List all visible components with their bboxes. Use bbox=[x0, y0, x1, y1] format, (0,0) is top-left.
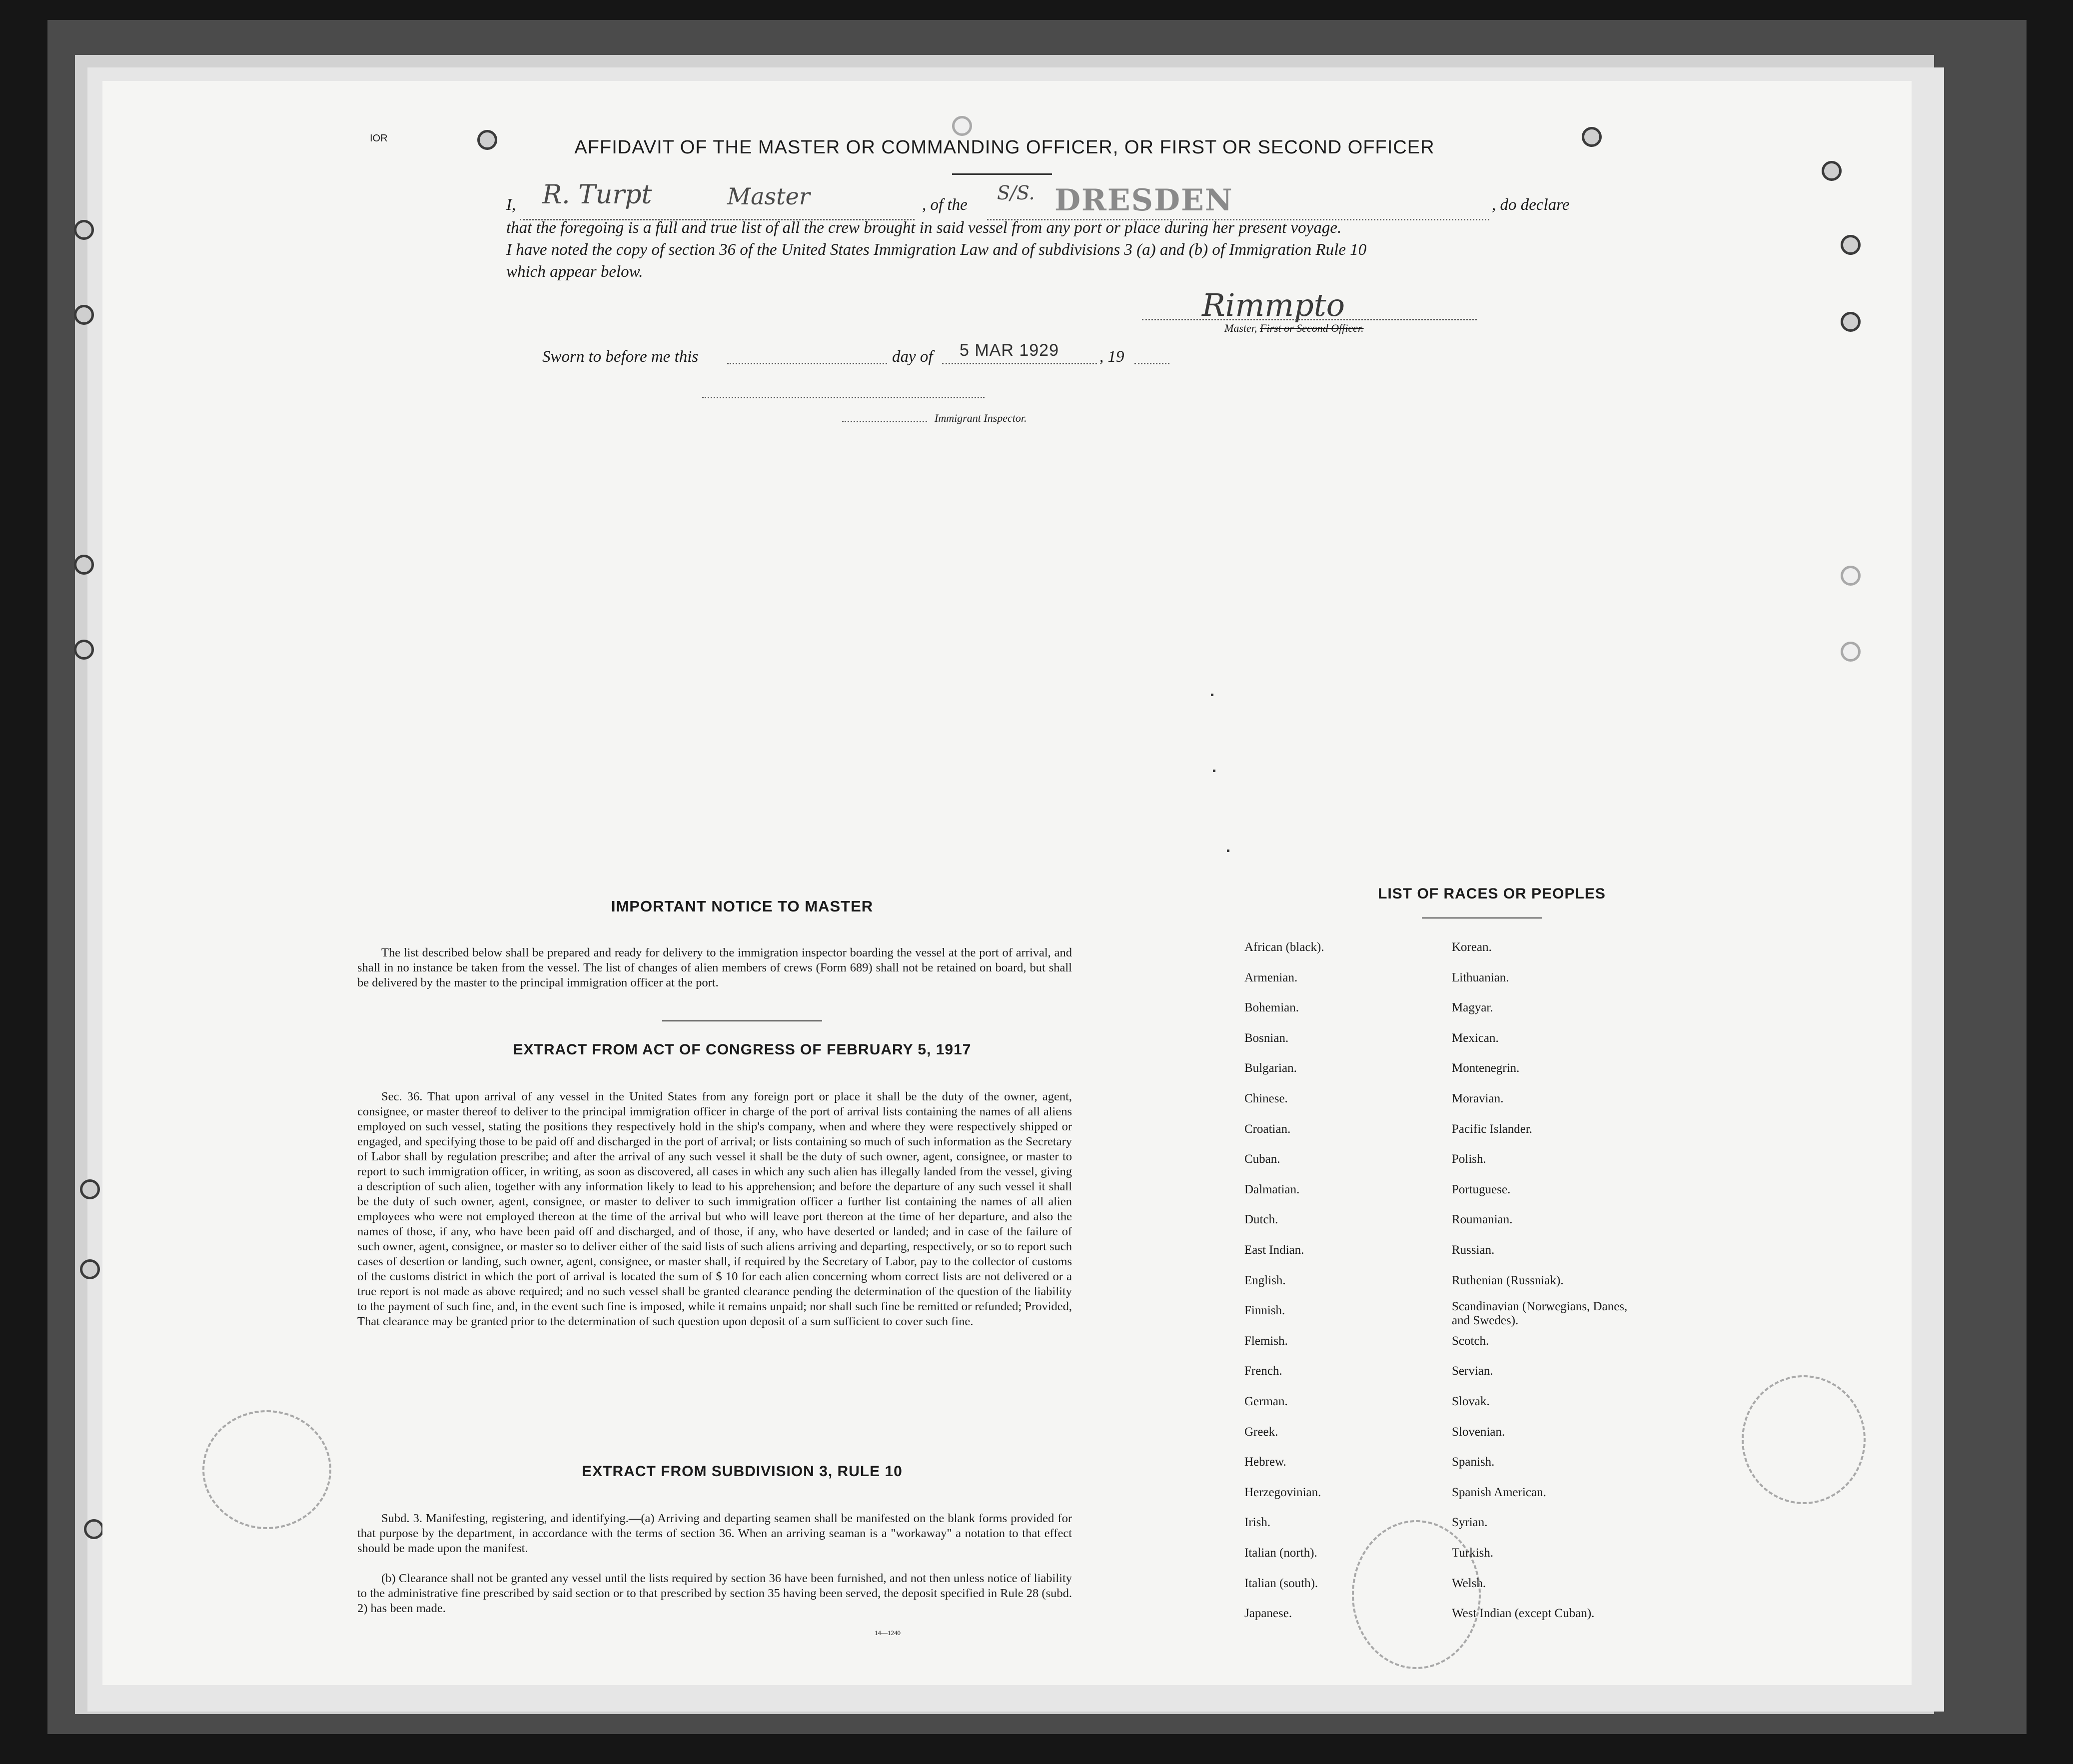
signature-caption-struck: First or Second Officer. bbox=[1259, 322, 1364, 334]
page-hole-right-3 bbox=[1841, 312, 1861, 332]
race-right-4: Montenegrin. bbox=[1452, 1061, 1520, 1075]
race-right-6: Pacific Islander. bbox=[1452, 1122, 1533, 1136]
race-right-3: Mexican. bbox=[1452, 1031, 1499, 1045]
declarant-prefix: I, bbox=[506, 196, 516, 214]
race-left-18: Herzegovinian. bbox=[1244, 1485, 1321, 1499]
ink-seal-right bbox=[1742, 1375, 1866, 1504]
race-left-9: Dutch. bbox=[1244, 1213, 1278, 1227]
extract-rule-para-a: Subd. 3. Manifesting, registering, and identifying.—(a) Arriving and departing seamen shall be manifested on the blank forms provided for that purpose by the department, in accordance with the terms of section 36. When an arriving seaman is a "workaway" a notation to that effect should be made upon the manifest. bbox=[357, 1512, 1072, 1555]
ship-prefix-handwritten: S/S. bbox=[997, 182, 1035, 204]
race-left-17: Hebrew. bbox=[1244, 1455, 1286, 1469]
race-left-22: Japanese. bbox=[1244, 1607, 1292, 1621]
race-right-5: Moravian. bbox=[1452, 1092, 1504, 1105]
race-right-14: Servian. bbox=[1452, 1364, 1493, 1378]
extract-rule-title: EXTRACT FROM SUBDIVISION 3, RULE 10 bbox=[582, 1463, 903, 1480]
race-right-16: Slovenian. bbox=[1452, 1425, 1505, 1439]
race-right-7: Polish. bbox=[1452, 1152, 1486, 1166]
race-right-18: Spanish American. bbox=[1452, 1485, 1546, 1499]
day-of-label: day of bbox=[892, 348, 933, 366]
corner-mark: IOR bbox=[370, 133, 388, 144]
signature-caption bbox=[1224, 322, 1364, 335]
signature-line bbox=[1142, 319, 1477, 320]
master-signature: Rimmpto bbox=[1202, 287, 1345, 323]
signature-caption-master: Master, bbox=[1224, 322, 1257, 334]
extract-act-title: EXTRACT FROM ACT OF CONGRESS OF FEBRUARY 5, 1917 bbox=[513, 1041, 972, 1058]
master-name-handwritten: R. Turpt bbox=[542, 180, 652, 210]
page-hole-right-2 bbox=[1841, 235, 1861, 255]
race-right-10: Russian. bbox=[1452, 1243, 1495, 1257]
page-hole-right-4 bbox=[1841, 566, 1861, 586]
binder-hole-left-1 bbox=[74, 220, 94, 240]
race-left-16: Greek. bbox=[1244, 1425, 1278, 1439]
race-right-11: Ruthenian (Russniak). bbox=[1452, 1273, 1564, 1287]
race-left-7: Cuban. bbox=[1244, 1152, 1280, 1166]
race-left-6: Croatian. bbox=[1244, 1122, 1291, 1136]
form-number: 14—1240 bbox=[875, 1629, 901, 1637]
race-left-20: Italian (north). bbox=[1244, 1546, 1317, 1560]
extract-rule-para-b: (b) Clearance shall not be granted any vessel until the lists required by section 36 have been furnished, and not then unless notice of liability to the administrative fine prescribed by said section or to that prescribed by section 35 having been served, the deposit specified in Rule 28 (subd. 2) has been made. bbox=[357, 1572, 1072, 1615]
sworn-year-line bbox=[1134, 363, 1169, 364]
race-right-21: Welsh. bbox=[1452, 1576, 1486, 1590]
year-prefix: , 19 bbox=[1099, 348, 1124, 366]
binder-hole-left-5 bbox=[80, 1179, 100, 1199]
race-left-11: English. bbox=[1244, 1273, 1286, 1287]
declaration-line-3: which appear below. bbox=[506, 263, 643, 281]
master-title-handwritten: Master bbox=[727, 183, 810, 210]
title-rule bbox=[952, 173, 1052, 175]
binder-hole-left-3 bbox=[74, 555, 94, 575]
inspector-label: Immigrant Inspector. bbox=[935, 412, 1027, 424]
race-right-0: Korean. bbox=[1452, 940, 1492, 954]
page-hole-right-5 bbox=[1841, 642, 1861, 662]
binder-hole-left-2 bbox=[74, 305, 94, 325]
race-left-14: French. bbox=[1244, 1364, 1282, 1378]
race-left-10: East Indian. bbox=[1244, 1243, 1304, 1257]
declaration-line-2: I have noted the copy of section 36 of the United States Immigration Law and of subdivisions 3 (a) and (b) of Immigration Rule 10 bbox=[506, 241, 1367, 259]
do-declare-label: , do declare bbox=[1492, 196, 1570, 214]
race-right-1: Lithuanian. bbox=[1452, 970, 1509, 984]
race-right-12: Scandinavian (Norwegians, Danes, and Swedes). bbox=[1452, 1300, 1628, 1328]
race-left-3: Bosnian. bbox=[1244, 1031, 1289, 1045]
race-left-0: African (black). bbox=[1244, 940, 1324, 954]
sworn-month-line bbox=[942, 363, 1097, 364]
notice-rule bbox=[662, 1020, 822, 1021]
page-hole-right-1 bbox=[1822, 161, 1842, 181]
stray-dot-1 bbox=[1211, 694, 1213, 696]
race-left-15: German. bbox=[1244, 1395, 1288, 1408]
of-the-label: , of the bbox=[922, 196, 968, 214]
race-left-2: Bohemian. bbox=[1244, 1001, 1299, 1015]
sworn-day-line bbox=[727, 363, 887, 364]
race-right-15: Slovak. bbox=[1452, 1395, 1490, 1408]
inspector-label-line bbox=[842, 421, 927, 422]
races-title: LIST OF RACES OR PEOPLES bbox=[1378, 885, 1606, 902]
ship-name-stamp: DRESDEN bbox=[1054, 183, 1233, 218]
race-right-13: Scotch. bbox=[1452, 1334, 1489, 1348]
date-stamp: 5 MAR 1929 bbox=[960, 341, 1059, 360]
race-right-19: Syrian. bbox=[1452, 1516, 1488, 1530]
ink-seal-left bbox=[202, 1410, 331, 1529]
race-right-22: West Indian (except Cuban). bbox=[1452, 1607, 1595, 1621]
extract-act-text: Sec. 36. That upon arrival of any vessel in the United States from any foreign port or place it shall be the duty of the owner, agent, consignee, or master thereof to deliver to the principal immigration officer in charge of the port of arrival lists containing the names of all aliens employed on such vessel, stating the positions they respectively hold in the ship's company, when and where they were respectively shipped or engaged, and specifying those to be paid off and discharged in the port of arrival; or lists containing so much of such information as the Secretary of Labor shall by regulation prescribe; and after the arrival of any such vessel it shall be the duty of such owner, agent, consignee, or master to report to such immigration officer, in writing, as soon as discovered, all cases in which any such alien has illegally landed from the vessel, giving a description of such alien, together with any information likely to lead to his apprehension; and before the departure of any such vessel it shall be the duty of such owner, agent, consignee, or master to deliver to such immigration officer a further list containing the names of all alien employees who were not employed thereon at the time of the arrival but who will leave port thereon at the time of her departure, and also the names of those, if any, who have been paid off and discharged, and of those, if any, who have deserted or landed; and in case of the failure of such owner, agent, consignee, or master so to deliver either of the said lists of such aliens arriving and departing, respectively, or so to report such cases of desertion or landing, such owner, agent, consignee, or master shall, if required by the Secretary of Labor, pay to the collector of customs of the customs district in which the port of arrival is located the sum of $ 10 for each alien concerning whom correct lists are not delivered or a true report is not made as above required; and no such vessel shall be granted clearance pending the determination of the question of the liability to the payment of such fine, and, in the event such fine is imposed, while it remains unpaid; nor shall such fine be remitted or refunded; Provided, That clearance may be granted prior to the determination of such question upon deposit of a sum sufficient to cover such fine. bbox=[357, 1090, 1072, 1328]
race-left-5: Chinese. bbox=[1244, 1092, 1288, 1105]
race-left-21: Italian (south). bbox=[1244, 1576, 1318, 1590]
sworn-label: Sworn to before me this bbox=[542, 348, 699, 366]
race-right-17: Spanish. bbox=[1452, 1455, 1495, 1469]
affidavit-page bbox=[102, 81, 1912, 1685]
race-right-8: Portuguese. bbox=[1452, 1182, 1511, 1196]
declaration-line-1: that the foregoing is a full and true list of all the crew brought in said vessel from any port or place during her present voyage. bbox=[506, 219, 1342, 237]
race-left-19: Irish. bbox=[1244, 1516, 1271, 1530]
race-right-2: Magyar. bbox=[1452, 1001, 1493, 1015]
stray-dot-2 bbox=[1213, 770, 1215, 772]
notice-title: IMPORTANT NOTICE TO MASTER bbox=[611, 897, 874, 915]
binder-hole-left-6 bbox=[80, 1259, 100, 1279]
inspector-signature-line bbox=[702, 397, 985, 398]
race-left-4: Bulgarian. bbox=[1244, 1061, 1297, 1075]
binder-hole-left-4 bbox=[74, 640, 94, 660]
race-right-9: Roumanian. bbox=[1452, 1213, 1513, 1227]
page-hole-top-2 bbox=[952, 116, 972, 136]
race-left-12: Finnish. bbox=[1244, 1304, 1285, 1318]
race-left-1: Armenian. bbox=[1244, 970, 1298, 984]
races-title-rule bbox=[1422, 917, 1542, 918]
stray-dot-3 bbox=[1227, 850, 1229, 852]
notice-text: The list described below shall be prepared and ready for delivery to the immigration inspector boarding the vessel at the port of arrival, and shall in no instance be taken from the vessel. The list of changes of alien members of crews (Form 689) shall not be retained on board, but shall be delivered by the master to the principal immigration officer at the port. bbox=[357, 946, 1072, 989]
ink-seal-center bbox=[1352, 1520, 1481, 1669]
race-left-8: Dalmatian. bbox=[1244, 1182, 1300, 1196]
affidavit-title: AFFIDAVIT OF THE MASTER OR COMMANDING OFFICER, OR FIRST OR SECOND OFFICER bbox=[574, 137, 1435, 158]
binder-hole-left-7 bbox=[84, 1519, 104, 1539]
race-right-20: Turkish. bbox=[1452, 1546, 1494, 1560]
race-left-13: Flemish. bbox=[1244, 1334, 1288, 1348]
